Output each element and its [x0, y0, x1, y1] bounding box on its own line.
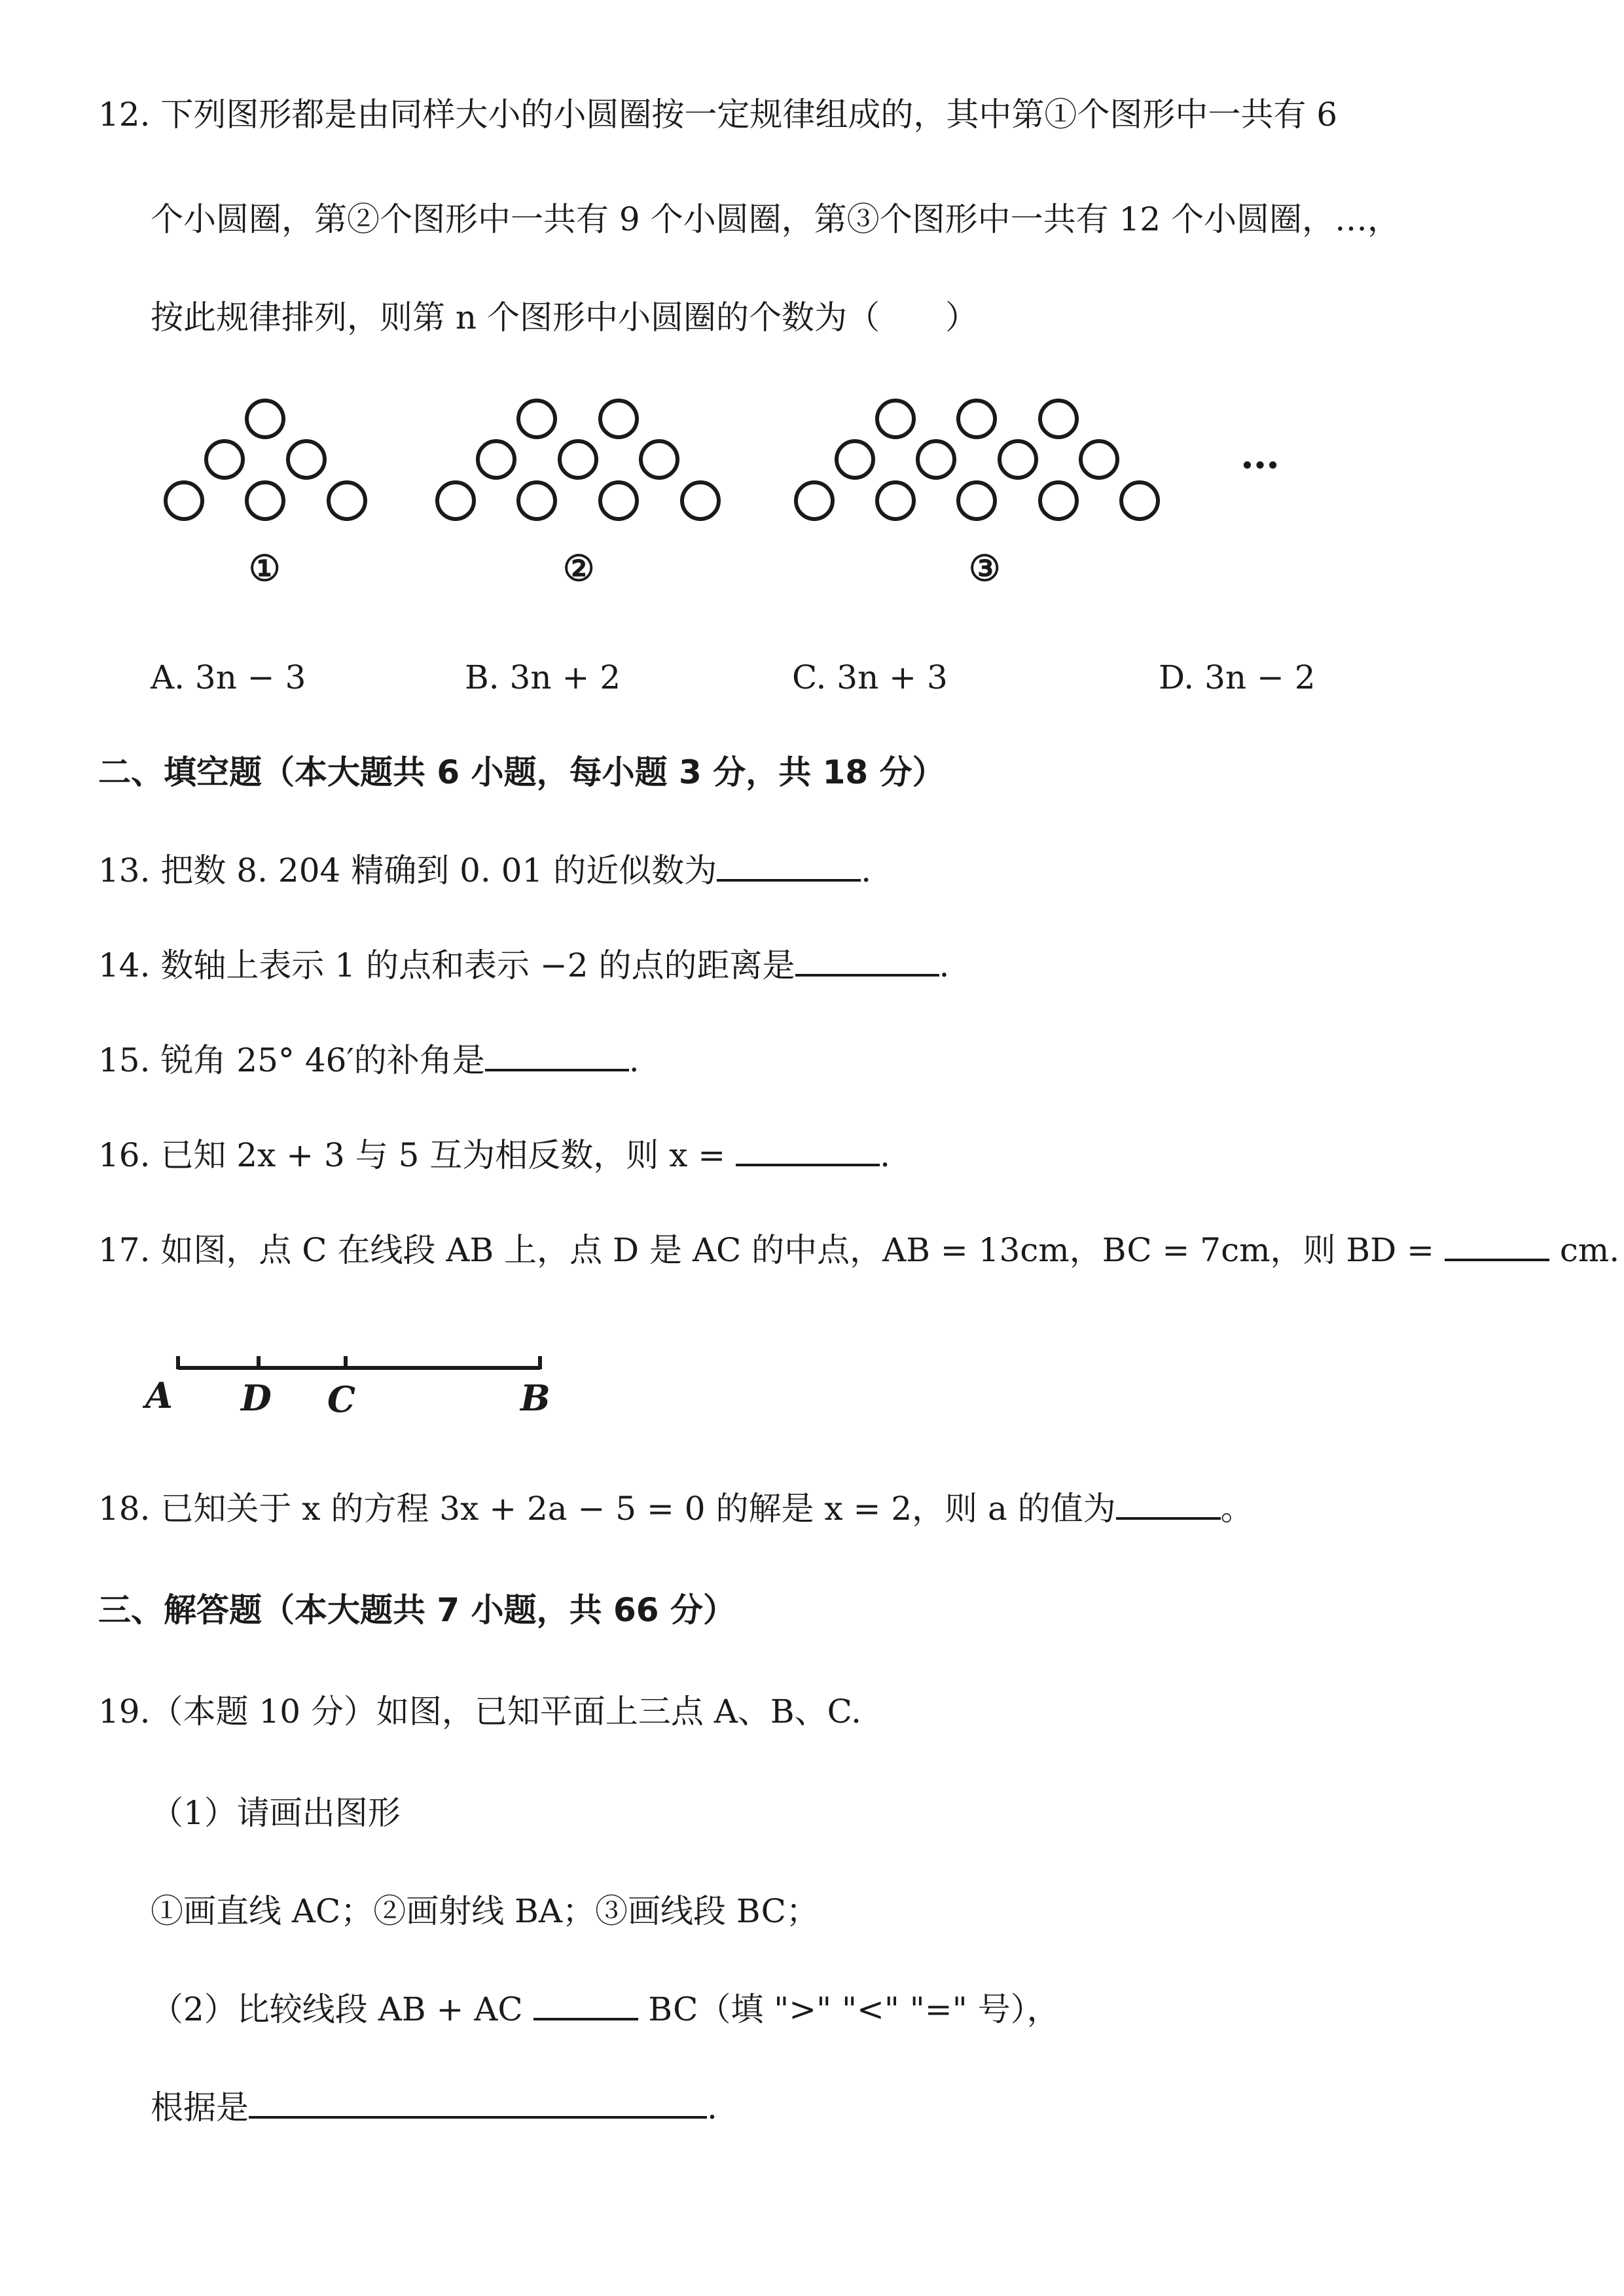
option-c: C. 3n + 3 — [792, 658, 948, 696]
q13-text: 13. 把数 8. 204 精确到 0. 01 的近似数为 — [98, 852, 717, 889]
option-d: D. 3n − 2 — [1159, 658, 1316, 696]
option-a: A. 3n − 3 — [151, 658, 306, 696]
q19-part2-tail: BC（填 ">" "<" "=" 号）， — [648, 1990, 1060, 2028]
q19-part1: （1）请画出图形 — [151, 1794, 401, 1832]
point-label-d: D — [241, 1377, 272, 1419]
q16-text: 16. 已知 2x + 3 与 5 互为相反数，则 x = — [98, 1136, 726, 1174]
point-label-b: B — [520, 1377, 550, 1419]
q14-end: . — [939, 946, 950, 984]
q18 — [98, 1489, 1254, 1528]
figure-label-1: ① — [249, 547, 281, 589]
q12-line3: 按此规律排列，则第 n 个图形中小圆圈的个数为（ ） — [151, 298, 978, 336]
q19-basis — [151, 2088, 717, 2127]
q19-basis-end: . — [707, 2089, 717, 2126]
q15-end: . — [628, 1041, 640, 1079]
q19-compare-blank[interactable] — [533, 1992, 638, 2020]
q16-end: . — [880, 1136, 890, 1174]
q15-text: 15. 锐角 25° 46′的补角是 — [98, 1041, 485, 1079]
figure-label-2: ② — [563, 547, 595, 589]
q17-end: cm. — [1559, 1231, 1620, 1269]
q17-text: 17. 如图，点 C 在线段 AB 上，点 D 是 AC 的中点，AB = 13cm，BC = 7cm，则 BD = — [98, 1231, 1435, 1269]
section-3-title: 三、解答题（本大题共 7 小题，共 66 分） — [98, 1591, 736, 1629]
figure-ellipsis: … — [1240, 432, 1282, 478]
q19-intro: 19.（本题 10 分）如图，已知平面上三点 A、B、C. — [98, 1693, 862, 1731]
q12-line2: 个小圆圈，第②个图形中一共有 9 个小圆圈，第③个图形中一共有 12 个小圆圈，…， — [151, 200, 1401, 238]
q19-part2 — [151, 1990, 1060, 2029]
option-b: B. 3n + 2 — [465, 658, 621, 696]
point-label-a: A — [145, 1374, 173, 1416]
q13-end: . — [861, 852, 872, 889]
section-2-title: 二、填空题（本大题共 6 小题，每小题 3 分，共 18 分） — [98, 753, 945, 791]
q19-tasks: ①画直线 AC；②画射线 BA；③画线段 BC； — [151, 1892, 819, 1930]
q18-answer-blank[interactable] — [1116, 1491, 1221, 1520]
q18-text: 18. 已知关于 x 的方程 3x + 2a − 5 = 0 的解是 x = 2，则 a 的值为 — [98, 1490, 1116, 1528]
figure-label-3: ③ — [969, 547, 1001, 589]
q12-line1: 12. 下列图形都是由同样大小的小圆圈按一定规律组成的，其中第①个图形中一共有 6 — [98, 96, 1338, 134]
q19-basis-text: 根据是 — [151, 2089, 249, 2126]
q19-basis-blank[interactable] — [249, 2090, 707, 2119]
q18-end: 。 — [1220, 1490, 1254, 1528]
point-label-c: C — [327, 1378, 355, 1420]
q14-text: 14. 数轴上表示 1 的点和表示 −2 的点的距离是 — [98, 946, 795, 984]
q19-part2-text: （2）比较线段 AB + AC — [151, 1990, 523, 2028]
